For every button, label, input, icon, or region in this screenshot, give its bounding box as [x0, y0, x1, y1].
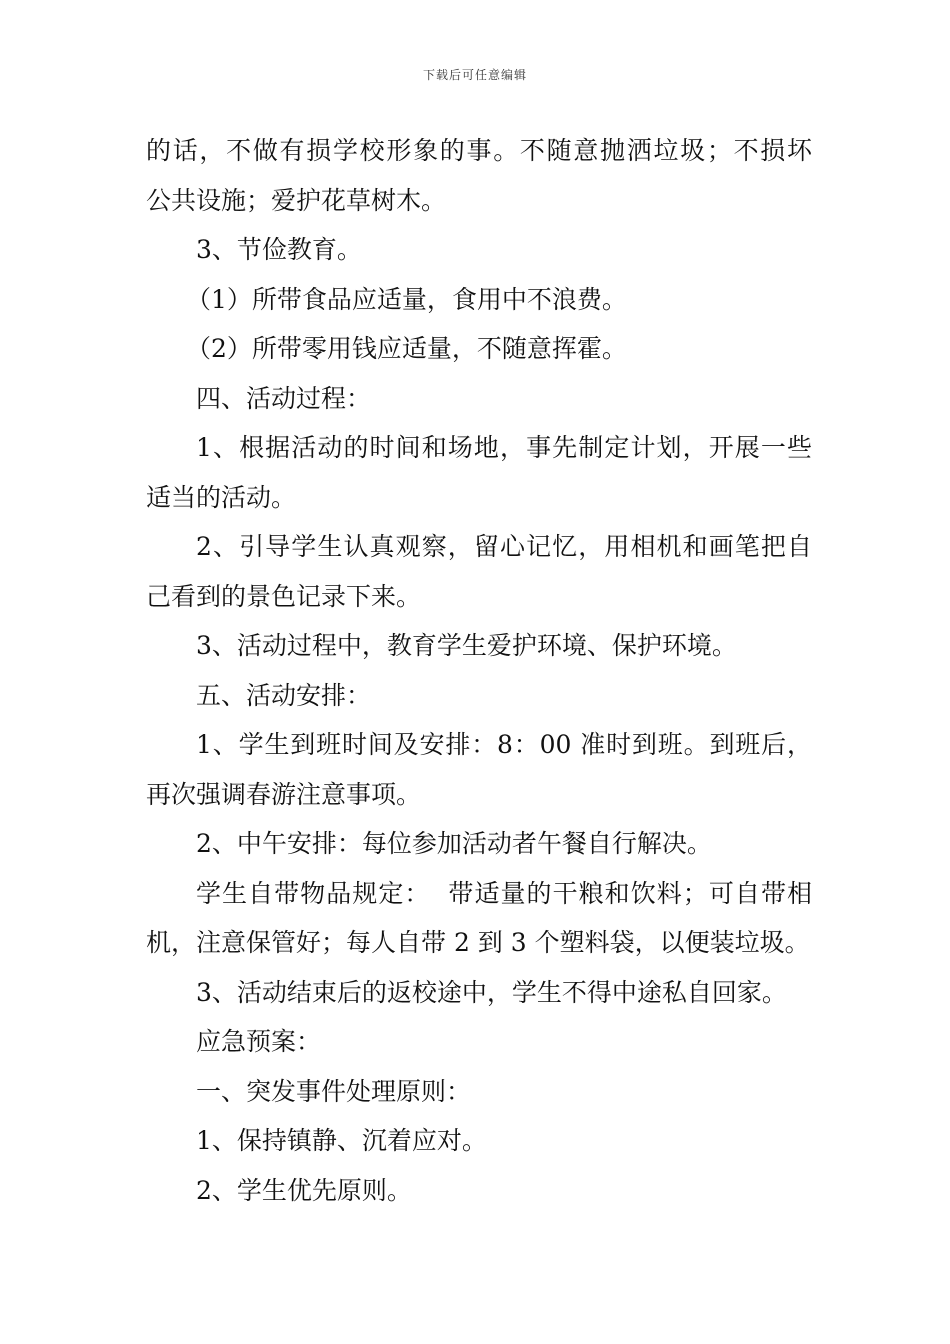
- section-heading: 应急预案：: [196, 1027, 322, 1056]
- list-item: 2、学生优先原则。: [196, 1175, 412, 1205]
- list-item: （2）所带零用钱应适量，不随意挥霍。: [186, 334, 627, 363]
- list-item-continuation: 再次强调春游注意事项。: [146, 779, 422, 809]
- paragraph-line: 学生自带物品规定： 带适量的干粮和饮料；可自带相: [196, 878, 812, 908]
- section-heading: 五、活动安排：: [196, 680, 372, 710]
- page-header: 下载后可任意编辑: [422, 68, 527, 82]
- list-item-continuation: 己看到的景色记录下来。: [146, 581, 422, 611]
- list-item: 1、保持镇静、沉着应对。: [196, 1126, 487, 1155]
- document-body: [146, 126, 812, 1215]
- list-item: 3、活动过程中，教育学生爱护环境、保护环境。: [196, 631, 737, 660]
- paragraph-line: 机，注意保管好；每人自带 2 到 3 个塑料袋，以便装垃圾。: [146, 928, 810, 957]
- paragraph-line: 的话，不做有损学校形象的事。不随意抛洒垃圾；不损坏: [146, 136, 812, 165]
- section-heading: 一、突发事件处理原则：: [196, 1076, 472, 1106]
- list-item: （1）所带食品应适量，食用中不浪费。: [186, 284, 627, 314]
- section-heading: 四、活动过程：: [196, 383, 372, 413]
- paragraph-line: 公共设施；爱护花草树木。: [146, 185, 447, 215]
- list-item: 3、活动结束后的返校途中，学生不得中途私自回家。: [196, 977, 787, 1007]
- list-item: 2、引导学生认真观察，留心记忆，用相机和画笔把自: [196, 532, 812, 561]
- list-item: 1、学生到班时间及安排：8：00 准时到班。到班后，: [196, 730, 812, 759]
- list-item: 2、中午安排：每位参加活动者午餐自行解决。: [196, 829, 712, 858]
- list-item-continuation: 适当的活动。: [146, 482, 297, 512]
- list-item: 1、根据活动的时间和场地，事先制定计划，开展一些: [196, 433, 812, 462]
- section-heading: 3、节俭教育。: [196, 235, 362, 264]
